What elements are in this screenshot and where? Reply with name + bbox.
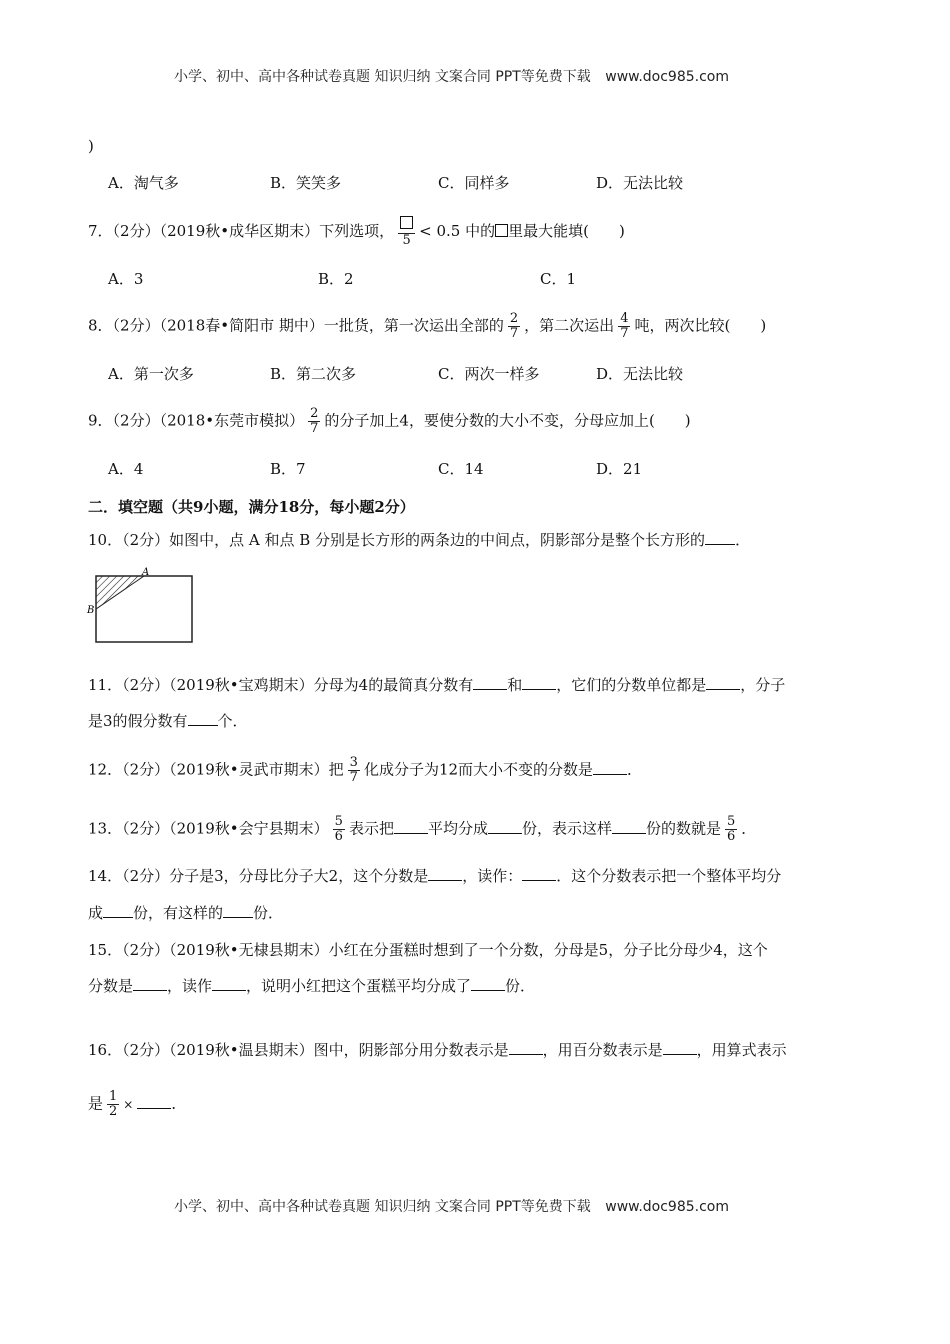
answer-blank[interactable] — [706, 675, 740, 690]
q7-option-b[interactable]: B．2 — [318, 270, 354, 288]
q7-fraction — [398, 216, 415, 248]
answer-blank[interactable] — [428, 866, 462, 881]
q8-option-c[interactable]: C．两次一样多 — [438, 365, 540, 383]
answer-blank[interactable] — [663, 1040, 697, 1055]
footer-text: 小学、初中、高中各种试卷真题 知识归纳 文案合同 PPT等免费下载 — [174, 1199, 591, 1215]
blank-box-icon — [400, 216, 413, 229]
q7-option-a[interactable]: A．3 — [108, 270, 144, 288]
answer-blank[interactable] — [522, 675, 556, 690]
q6-option-d[interactable]: D．无法比较 — [596, 174, 684, 192]
q8-fraction-2: $\frac{4}{7}$ — [620, 311, 629, 341]
q9-prefix: 9．（2分）（2018•东莞市模拟） — [88, 411, 305, 430]
header-text: 小学、初中、高中各种试卷真题 知识归纳 文案合同 PPT等免费下载 — [174, 69, 591, 85]
header-site-link[interactable]: www.doc985.com — [605, 69, 729, 85]
page-footer — [174, 1196, 729, 1216]
answer-blank[interactable] — [509, 1040, 543, 1055]
answer-blank[interactable] — [394, 819, 428, 834]
q9-question — [88, 407, 691, 436]
q8-mid: ，第二次运出 — [524, 316, 615, 335]
q10-question: 10．（2分）如图中，点 A 和点 B 分别是长方形的两条边的中间点，阴影部分是整个长方形的 ． — [88, 531, 751, 549]
q7-box-numerator — [398, 216, 415, 234]
answer-blank[interactable] — [212, 976, 246, 991]
q8-suffix: 吨，两次比较( ) — [634, 316, 767, 335]
q8-option-b[interactable]: B．第二次多 — [270, 365, 357, 383]
shaded-triangle — [96, 576, 144, 609]
q8-question — [88, 312, 766, 341]
q15-line-1: 15．（2分）（2019秋•无棣县期末）小红在分蛋糕时想到了一个分数，分母是5，分子比分母少4，这个 — [88, 941, 768, 959]
q10-rectangle-figure — [84, 566, 200, 646]
q9-fraction: $\frac{2}{7}$ — [310, 406, 319, 436]
q15-line-2: 分数是 ，读作 ，说明小红把这个蛋糕平均分成了 份． — [88, 977, 536, 995]
q7-option-c[interactable]: C．1 — [540, 270, 577, 288]
q13-fraction: $\frac{5}{6}$ — [334, 814, 343, 844]
section-title: 二．填空题（共9小题，满分18分，每小题2分） — [88, 498, 415, 516]
q16-fraction: $\frac{1}{2}$ — [109, 1089, 118, 1119]
q7-prefix: 7．（2分）（2019秋•成华区期末）下列选项， — [88, 222, 395, 240]
answer-blank[interactable] — [133, 976, 167, 991]
q8-fraction-1: $\frac{2}{7}$ — [509, 311, 519, 341]
answer-blank[interactable] — [223, 903, 253, 918]
q8-prefix: 8．（2分）（2018春•简阳市 期中）一批货，第一次运出全部的 — [88, 316, 504, 335]
q14-line-2: 成 份，有这样的 份． — [88, 904, 284, 922]
q6-option-b[interactable]: B．笑笑多 — [270, 174, 342, 192]
q7-mid: < 0.5 中的 — [419, 222, 496, 240]
q6-option-a[interactable]: A．淘气多 — [108, 174, 179, 192]
page-header — [174, 66, 729, 86]
q12-question: 12．（2分）（2019秋•灵武市期末）把 $\frac{3}{7}$ 化成分子为12而大小不变的分数是 ． — [88, 755, 643, 785]
answer-blank[interactable] — [522, 866, 556, 881]
q9-suffix: 的分子加上4，要使分数的大小不变，分母应加上( ) — [324, 411, 691, 430]
answer-blank[interactable] — [488, 819, 522, 834]
q6-option-c[interactable]: C．同样多 — [438, 174, 510, 192]
footer-site-link[interactable]: www.doc985.com — [605, 1199, 729, 1215]
answer-blank[interactable] — [137, 1094, 171, 1109]
q8-option-d[interactable]: D．无法比较 — [596, 365, 684, 383]
answer-blank[interactable] — [103, 903, 133, 918]
q9-option-b[interactable]: B．7 — [270, 460, 306, 478]
point-a-label: A — [142, 567, 150, 578]
q16-line-2: 是 $\frac{1}{2}$ × ． — [88, 1089, 187, 1119]
answer-blank[interactable] — [471, 976, 505, 991]
q7-denominator: 5 — [402, 233, 411, 248]
times-sign: × — [123, 1097, 134, 1112]
q16-line-1: 16．（2分）（2019秋•温县期末）图中，阴影部分用分数表示是 ，用百分数表示是 ，用算式表示 — [88, 1041, 787, 1059]
blank-box-icon — [495, 224, 508, 237]
q10-text: 10．（2分）如图中，点 A 和点 B 分别是长方形的两条边的中间点，阴影部分是整个长方形的 — [88, 531, 706, 549]
q6-tail: ) — [88, 137, 94, 155]
q12-fraction: $\frac{3}{7}$ — [349, 755, 358, 785]
q11-line-2: 是3的假分数有 个． — [88, 712, 248, 730]
point-b-label: B — [87, 605, 95, 616]
q13-fraction-end: $\frac{5}{6}$ — [727, 814, 736, 844]
q13-question: 13．（2分）（2019秋•会宁县期末） $\frac{5}{6}$ 表示把 平均分成 份，表示这样 份的数就是 $\frac{5}{6}$ ． — [88, 814, 757, 844]
answer-blank[interactable] — [705, 530, 735, 545]
q11-line-1: 11．（2分）（2019秋•宝鸡期末）分母为4的最简真分数有 和 ，它们的分数单位都是 ，分子 — [88, 676, 786, 694]
answer-blank[interactable] — [188, 711, 218, 726]
q9-option-d[interactable]: D．21 — [596, 460, 643, 478]
q7-suffix: 里最大能填( ) — [508, 222, 625, 240]
q8-option-a[interactable]: A．第一次多 — [108, 365, 194, 383]
q9-option-c[interactable]: C．14 — [438, 460, 484, 478]
q7-question — [88, 216, 625, 248]
answer-blank[interactable] — [473, 675, 507, 690]
q14-line-1: 14．（2分）分子是3，分母比分子大2，这个分数是 ，读作： ．这个分数表示把一个整体平均分 — [88, 867, 782, 885]
q9-option-a[interactable]: A．4 — [108, 460, 144, 478]
answer-blank[interactable] — [593, 760, 627, 775]
answer-blank[interactable] — [612, 819, 646, 834]
